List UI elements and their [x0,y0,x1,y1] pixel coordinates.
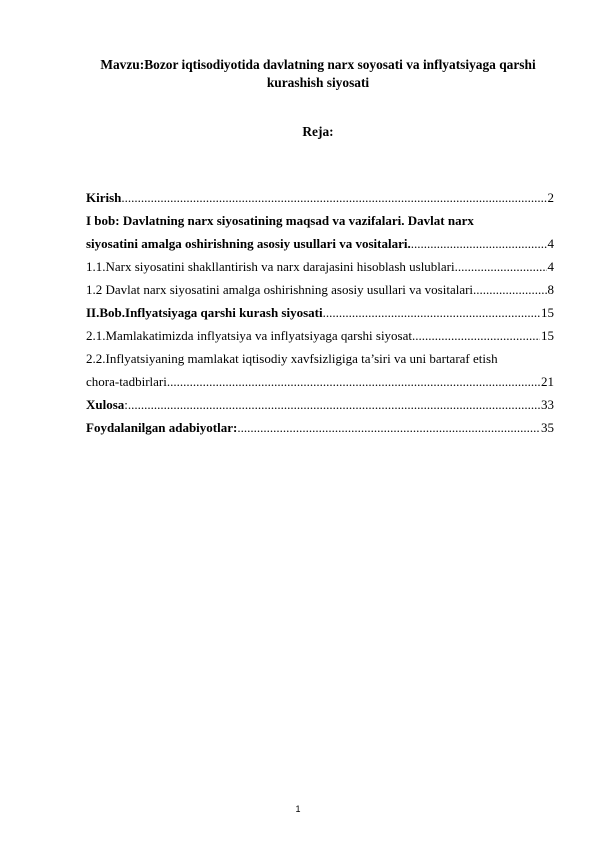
toc-entry-chapter-2[interactable] [86,305,554,321]
toc-leader-dots [323,305,540,321]
plan-heading: Reja: [302,124,334,139]
toc-leader-dots [473,282,546,298]
toc-entry-title: 1.2 Davlat narx siyosatini amalga oshirishning asosiy usullari va vositalari [86,282,474,297]
toc-page-number: 8 [547,282,554,297]
toc-entry-title: Kirish [86,190,122,205]
toc-entry-title-line2: siyosatini amalga oshirishning asosiy usullari va vositalari. [86,236,411,251]
toc-entry-title: Foydalanilgan adabiyotlar: [86,420,238,435]
toc-entry-title-line2: chora-tadbirlari [86,374,167,389]
toc-entry-title: 2.1.Mamlakatimizda inflyatsiya va inflyatsiyaga qarshi siyosat [86,328,413,343]
toc-entry-kirish[interactable] [86,190,554,206]
toc-entry-2-2[interactable] [86,351,554,390]
toc-leader-dots [455,259,547,275]
toc-page-number: 4 [547,236,554,251]
toc-leader-dots [412,328,540,344]
toc-entry-xulosa[interactable] [86,397,554,413]
toc-leader-dots [128,397,540,413]
toc-entry-1-1[interactable] [86,259,554,275]
toc-page-number: 4 [547,259,554,274]
toc-page-number: 2 [547,190,554,205]
toc-entry-suffix: : [124,397,128,412]
toc-leader-dots [411,236,547,252]
page-number: 1 [295,804,301,814]
toc-page-number: 33 [541,397,554,412]
toc-page-number: 35 [541,420,554,435]
toc-page-number: 21 [541,374,554,389]
toc-page-number: 15 [541,328,554,343]
toc-leader-dots [167,374,540,390]
toc-entry-chapter-1[interactable] [86,213,554,252]
table-of-contents [86,190,554,436]
toc-entry-title: Xulosa [86,397,125,412]
document-title: Mavzu:Bozor iqtisodiyotida davlatning narx soyosati va inflyatsiyaga qarshi kurashish siyosati [100,57,536,90]
toc-entry-title-line1: I bob: Davlatning narx siyosatining maqsad va vazifalari. Davlat narx [86,213,474,228]
toc-entry-title-line1: 2.2.Inflyatsiyaning mamlakat iqtisodiy xavfsizligiga ta’siri va uni bartaraf etish [86,351,498,366]
toc-entry-references[interactable] [86,420,554,436]
toc-leader-dots [237,420,540,436]
toc-leader-dots [121,190,546,206]
toc-entry-title: 1.1.Narx siyosatini shakllantirish va narx darajasini hisoblash uslublari [86,259,455,274]
toc-page-number: 15 [541,305,554,320]
toc-entry-1-2[interactable] [86,282,554,298]
toc-entry-title: II.Bob.Inflyatsiyaga qarshi kurash siyosati [86,305,323,320]
toc-entry-2-1[interactable] [86,328,554,344]
